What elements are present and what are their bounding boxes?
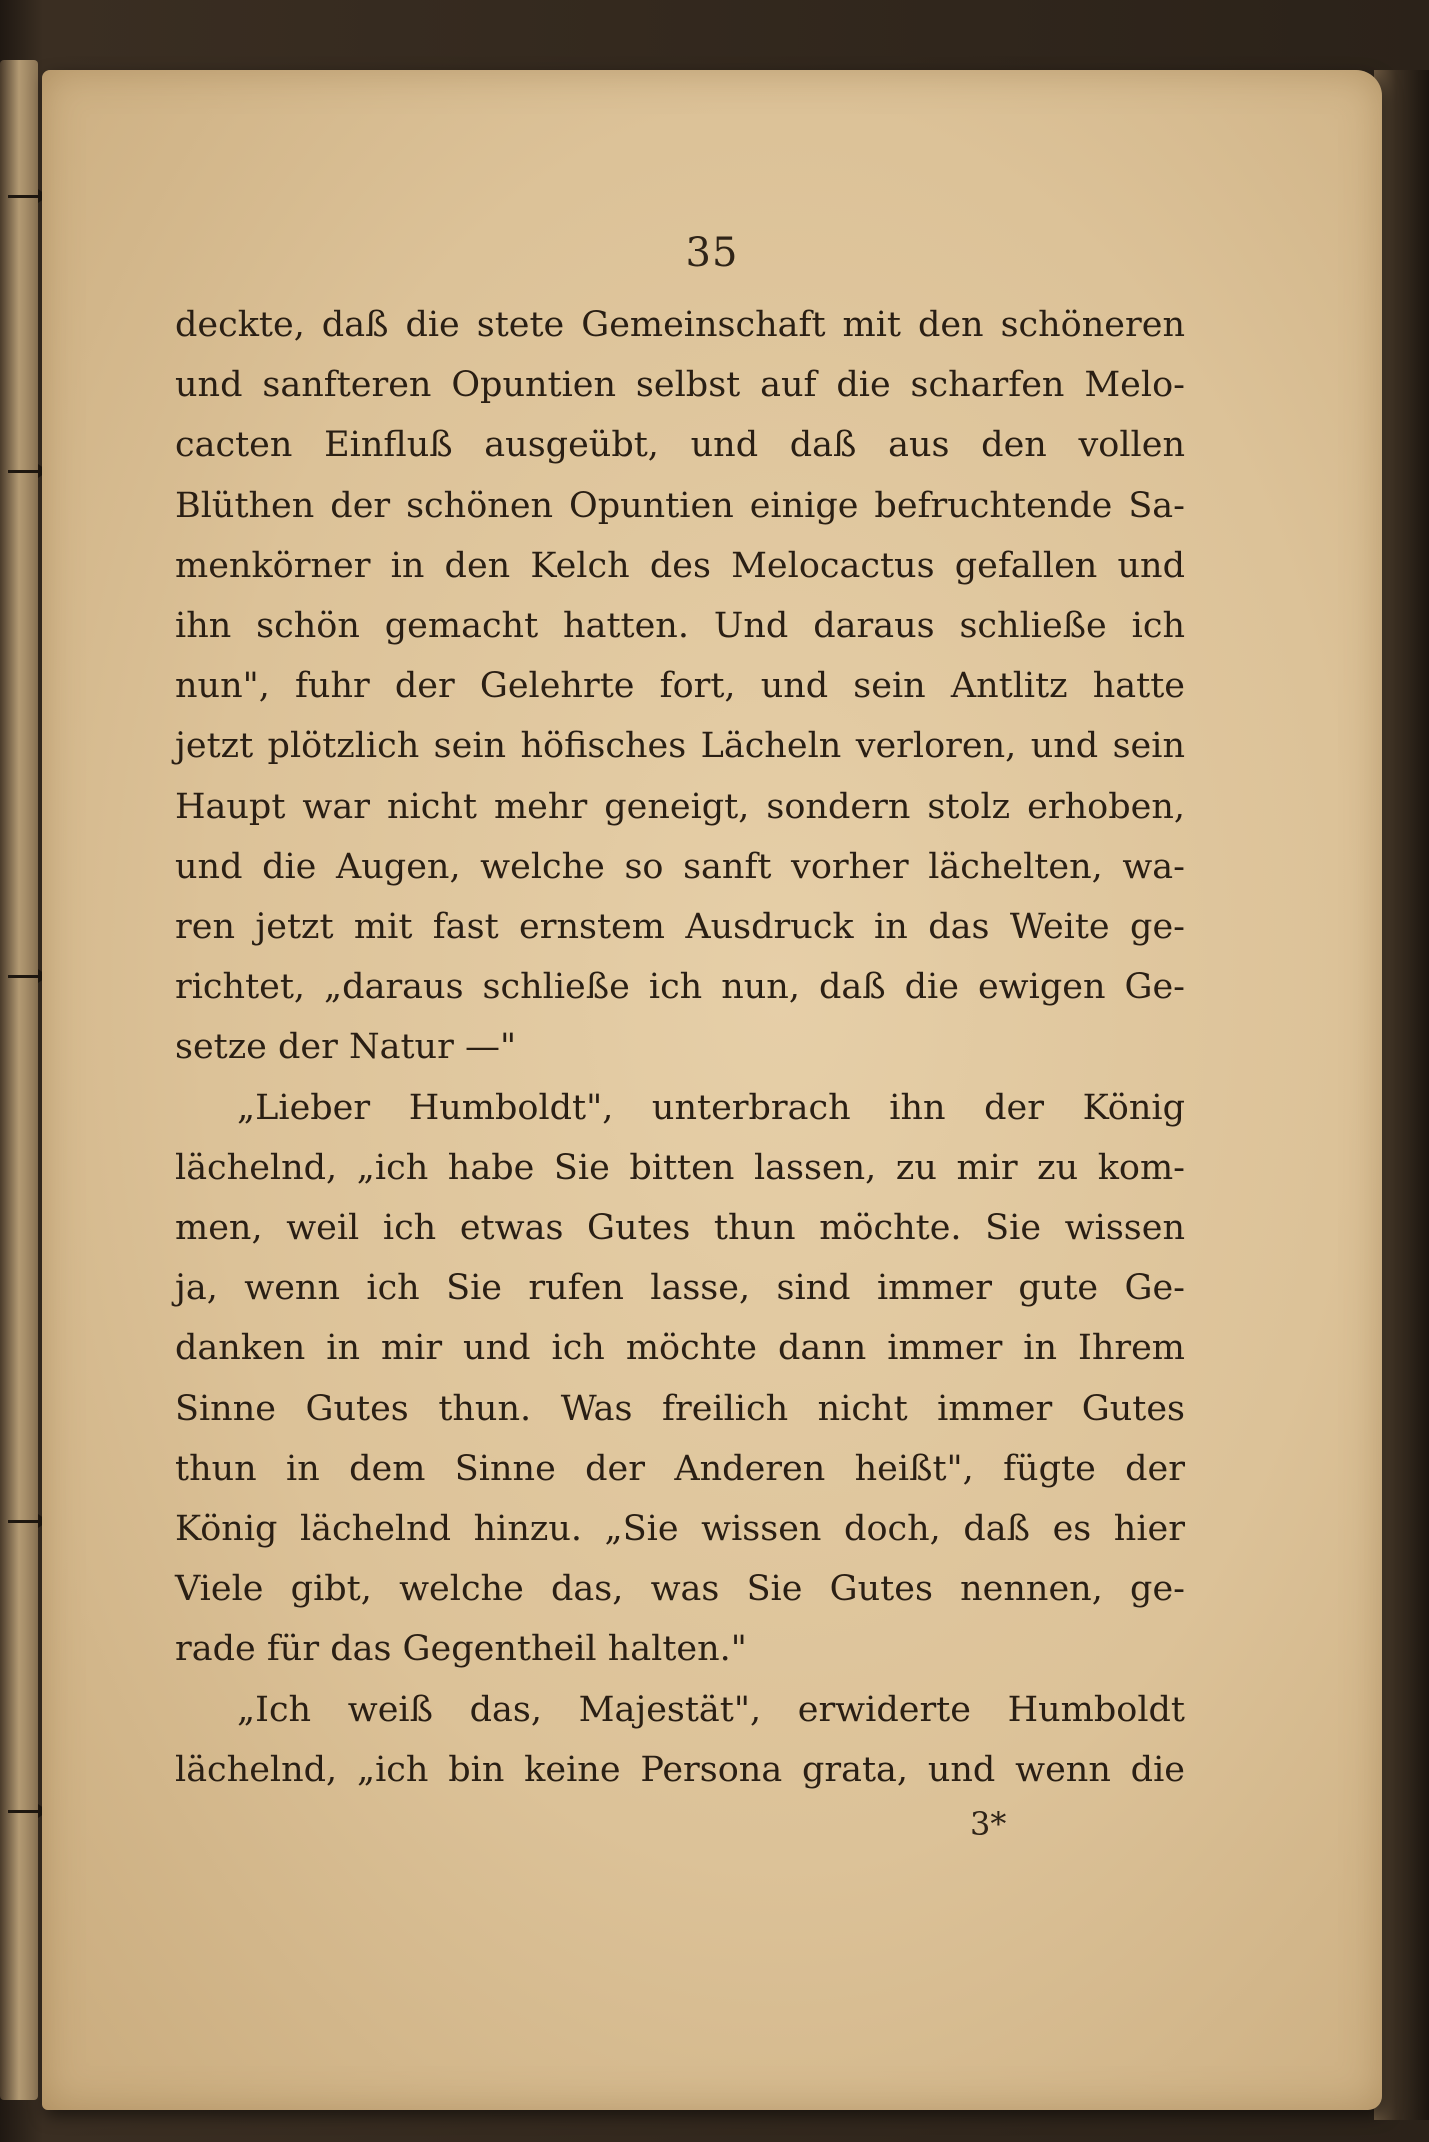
margin-tab-marker [8, 975, 42, 978]
text-line: menkörner in den Kelch des Melocactus gefallen und [175, 545, 1185, 586]
text-line: König lächelnd hinzu. „Sie wissen doch, daß es hier [175, 1509, 1185, 1550]
text-line: und die Augen, welche so sanft vorher lächelten, wa- [175, 846, 1185, 887]
text-line: nun", fuhr der Gelehrte fort, und sein Antlitz hatte [175, 666, 1185, 707]
text-line: deckte, daß die stete Gemeinschaft mit den schöneren [175, 305, 1185, 345]
text-line: Viele gibt, welche das, was Sie Gutes nennen, ge- [175, 1569, 1185, 1610]
text-line: ja, wenn ich Sie rufen lasse, sind immer gute Ge- [175, 1268, 1185, 1309]
text-line: und sanfteren Opuntien selbst auf die scharfen Melo- [175, 365, 1185, 406]
text-line: lächelnd, „ich bin keine Persona grata, und wenn die [175, 1749, 1185, 1790]
book-spine-edge [1374, 70, 1429, 2120]
text-line: Sinne Gutes thun. Was freilich nicht immer Gutes [175, 1388, 1185, 1429]
printer-signature-mark: 3* [970, 1805, 1007, 1843]
margin-tab-marker [8, 1810, 42, 1813]
text-line: Blüthen der schönen Opuntien einige befruchtende Sa- [175, 485, 1185, 526]
text-line: „Ich weiß das, Majestät", erwiderte Humboldt [237, 1689, 1185, 1730]
text-line: men, weil ich etwas Gutes thun möchte. Sie wissen [175, 1208, 1185, 1249]
text-line: thun in dem Sinne der Anderen heißt", fügte der [175, 1448, 1185, 1489]
text-line: Haupt war nicht mehr geneigt, sondern stolz erhoben, [175, 786, 1185, 827]
text-line: ihn schön gemacht hatten. Und daraus schließe ich [175, 606, 1185, 647]
text-line: cacten Einfluß ausgeübt, und daß aus den vollen [175, 425, 1185, 466]
text-line: ren jetzt mit fast ernstem Ausdruck in das Weite ge- [175, 907, 1185, 948]
page-number: 35 [685, 230, 739, 276]
text-line: danken in mir und ich möchte dann immer in Ihrem [175, 1328, 1185, 1369]
margin-tab-marker [8, 470, 42, 473]
text-line: richtet, „daraus schließe ich nun, daß die ewigen Ge- [175, 967, 1185, 1008]
facing-page-edge [0, 60, 38, 2100]
text-line: „Lieber Humboldt", unterbrach ihn der König [237, 1087, 1185, 1128]
text-line: lächelnd, „ich habe Sie bitten lassen, zu mir zu kom- [175, 1147, 1185, 1188]
text-line: jetzt plötzlich sein höfisches Lächeln verloren, und sein [175, 726, 1185, 767]
text-line: rade für das Gegentheil halten." [175, 1629, 747, 1670]
margin-tab-marker [8, 195, 42, 198]
page-body-text [175, 295, 1185, 1800]
margin-tab-marker [8, 1520, 42, 1523]
text-line: setze der Natur —" [175, 1027, 517, 1068]
